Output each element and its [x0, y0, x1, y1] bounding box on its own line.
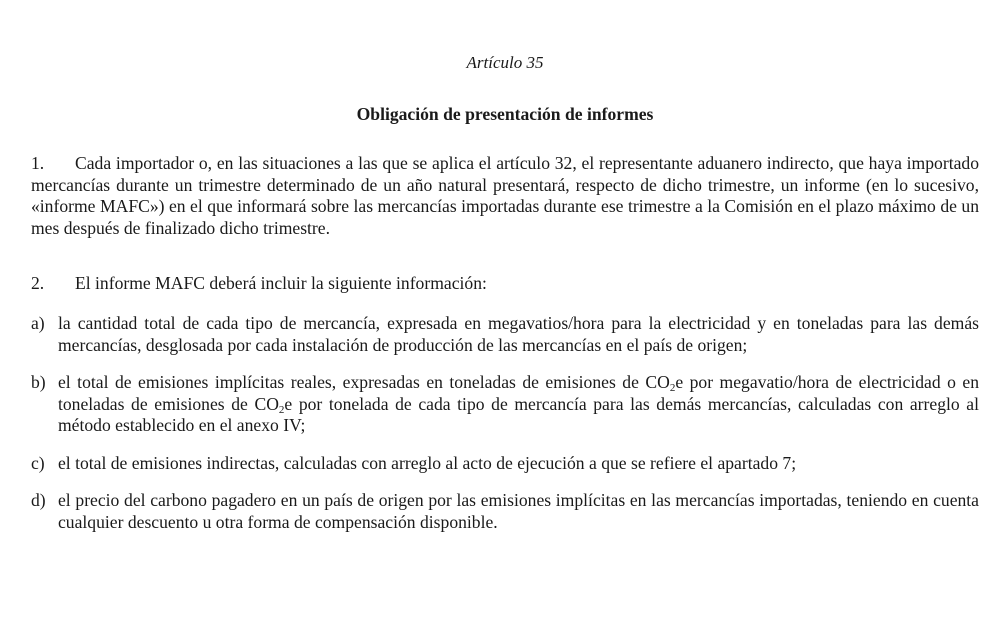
co2-subscript: 2: [278, 403, 285, 416]
list-item-c: [31, 453, 979, 475]
paragraph-1-number: 1.: [31, 153, 45, 173]
list-item-b-label: b): [31, 372, 46, 392]
list-item-b: [31, 372, 979, 437]
list-item-b-text-part2: e por megavatio/hora de electricidad o en toneladas de emisiones de CO: [58, 372, 979, 414]
paragraph-1-text: Cada importador o, en las situaciones a las que se aplica el artículo 32, el representante aduanero indirecto, que haya importado mercancías durante un trimestre determinado de un año natural presentará, respecto de dicho trimestre, un informe (en lo sucesivo, «informe MAFC») en el que informará sobre las mercancías importadas durante ese trimestre a la Comisión en el plazo máximo de un mes después de finalizado dicho trimestre.: [31, 153, 979, 238]
paragraph-2-text: El informe MAFC deberá incluir la siguiente información:: [75, 273, 487, 293]
list-item-b-text-part1: el total de emisiones implícitas reales, expresadas en toneladas de emisiones de CO: [58, 372, 670, 392]
article-title: Obligación de presentación de informes: [356, 104, 654, 124]
list-item-b-text-part3: e por tonelada de cada tipo de mercancía para las demás mercancías, calculadas con arreglo al método establecido en el anexo IV;: [58, 393, 980, 435]
paragraph-1: [31, 153, 979, 239]
list-item-c-text: el total de emisiones indirectas, calculadas con arreglo al acto de ejecución a que se refiere el apartado 7;: [58, 453, 797, 473]
list-item-c-label: c): [31, 453, 45, 473]
article-number: Artículo 35: [466, 53, 544, 72]
list-item-a-text: la cantidad total de cada tipo de mercancía, expresada en megavatios/hora para la electricidad y en toneladas para las demás mercancías, desglosada por cada instalación de producción de las mercancías en el país de origen;: [58, 313, 979, 355]
paragraph-2: [31, 273, 979, 295]
paragraph-2-number: 2.: [31, 273, 45, 293]
list-item-d-label: d): [31, 490, 46, 510]
list-item-d: [31, 490, 979, 533]
list-item-a: [31, 313, 979, 356]
list-item-b-text: [58, 372, 979, 437]
co2-subscript: 2: [669, 382, 676, 394]
list-item-a-label: a): [31, 313, 45, 333]
list-item-d-text: el precio del carbono pagadero en un país de origen por las emisiones implícitas en las mercancías importadas, teniendo en cuenta cualquier descuento u otra forma de compensación disponible.: [58, 490, 979, 532]
